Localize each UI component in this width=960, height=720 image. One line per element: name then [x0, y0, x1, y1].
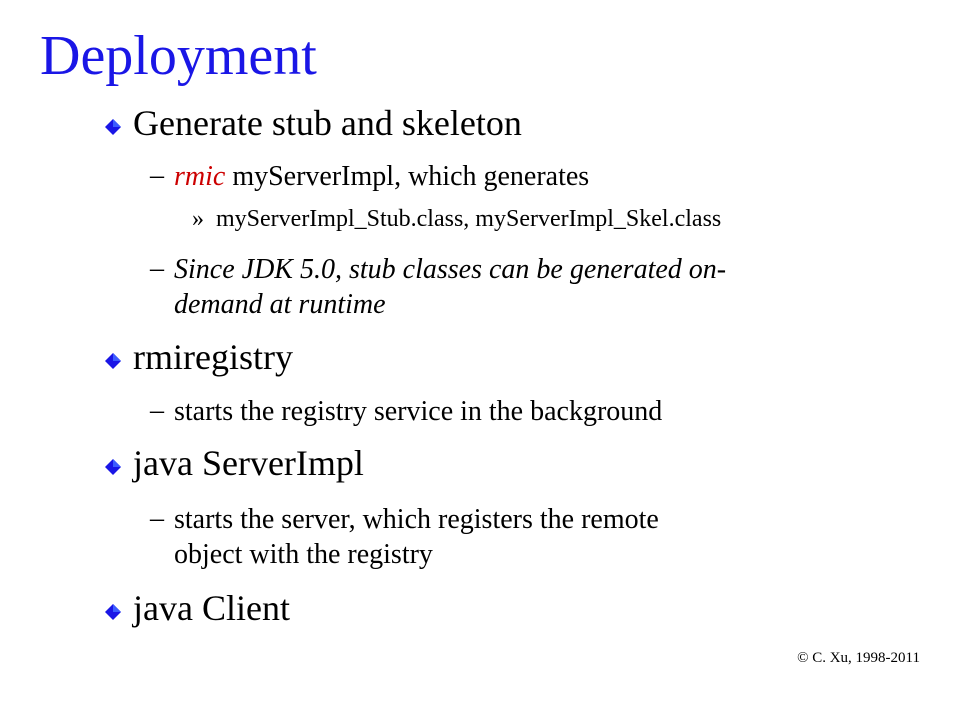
subsub-marker: » — [192, 206, 204, 232]
dash-marker: – — [150, 395, 164, 426]
subitem-server-line2: object with the registry — [174, 539, 433, 570]
subitem-jdk5-line2: demand at runtime — [174, 289, 386, 320]
subitem-server-line1: starts the server, which registers the remote — [174, 504, 659, 535]
subsub-generated-classes: myServerImpl_Stub.class, myServerImpl_Skel.class — [216, 206, 722, 232]
dash-marker: – — [150, 503, 164, 534]
rmic-command: rmic — [174, 161, 226, 192]
dash-marker: – — [150, 160, 164, 191]
slide-title: Deployment — [40, 25, 317, 87]
diamond-bullet-icon — [104, 603, 122, 621]
subitem-rmic-text: myServerImpl, which generates — [225, 161, 590, 192]
subitem-rmic — [174, 160, 914, 193]
copyright-footer: © C. Xu, 1998-2011 — [797, 650, 920, 666]
bullet-item-rmiregistry: rmiregistry — [133, 337, 293, 377]
bullet-item-java-client: java Client — [133, 588, 290, 628]
dash-marker: – — [150, 253, 164, 284]
subitem-jdk5-line1: Since JDK 5.0, stub classes can be generated on- — [174, 254, 727, 285]
diamond-bullet-icon — [104, 458, 122, 476]
bullet-item-java-serverimpl: java ServerImpl — [133, 443, 364, 483]
bullet-item-generate-stub: Generate stub and skeleton — [133, 103, 522, 143]
subitem-registry-service: starts the registry service in the background — [174, 396, 663, 427]
diamond-bullet-icon — [104, 118, 122, 136]
diamond-bullet-icon — [104, 352, 122, 370]
